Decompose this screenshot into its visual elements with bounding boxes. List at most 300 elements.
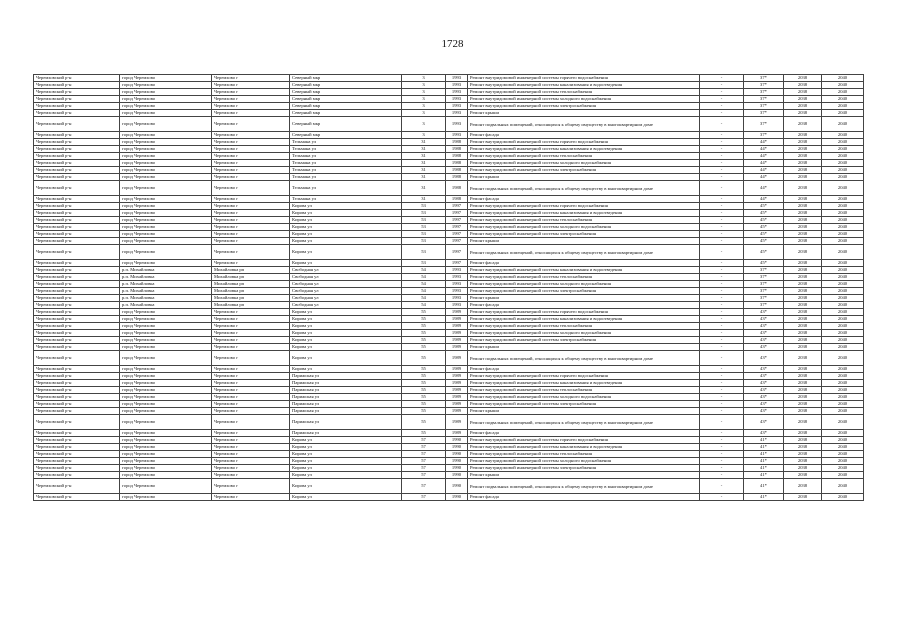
- cell-work-type: Ремонт внутридомовой инженерной системы холодного водоснабжения: [468, 458, 700, 465]
- cell-work-type: Ремонт крыши: [468, 408, 700, 415]
- cell-settlement: город Черемхово: [120, 323, 212, 330]
- cell-year-start: 2038: [784, 380, 822, 387]
- cell-wear: 44*: [744, 167, 784, 174]
- cell-year-end: 2040: [822, 245, 864, 260]
- cell-year-end: 2040: [822, 231, 864, 238]
- cell-settlement: город Черемхово: [120, 139, 212, 146]
- cell-wear: 43*: [744, 401, 784, 408]
- cell-work-type: Ремонт фасада: [468, 366, 700, 373]
- cell-district: Черемховский р-н: [34, 110, 120, 117]
- cell-work-type: Ремонт внутридомовой инженерной системы горячего водоснабжения: [468, 139, 700, 146]
- cell-wear: 41*: [744, 494, 784, 501]
- cell-wear: 43*: [744, 380, 784, 387]
- table-row: [34, 210, 864, 217]
- cell-year-end: 2040: [822, 217, 864, 224]
- cell-locality: Черемхово г: [212, 387, 290, 394]
- cell-settlement: город Черемхово: [120, 96, 212, 103]
- cell-build-year: 1988: [446, 167, 468, 174]
- cell-year-start: 2038: [784, 139, 822, 146]
- cell-blank-col: -: [700, 437, 744, 444]
- cell-year-start: 2038: [784, 479, 822, 494]
- cell-street: Свободная ул: [290, 281, 402, 288]
- cell-house-number: 31: [402, 139, 446, 146]
- cell-locality: Черемхово г: [212, 401, 290, 408]
- cell-street: Парижская ул: [290, 380, 402, 387]
- cell-year-start: 2038: [784, 408, 822, 415]
- table-row: [34, 344, 864, 351]
- cell-year-end: 2040: [822, 380, 864, 387]
- cell-year-end: 2040: [822, 401, 864, 408]
- cell-year-start: 2038: [784, 146, 822, 153]
- cell-build-year: 1988: [446, 181, 468, 196]
- cell-street: Парижская ул: [290, 394, 402, 401]
- table-row: [34, 444, 864, 451]
- table-row: [34, 231, 864, 238]
- cell-house-number: 55: [402, 330, 446, 337]
- page-number: 1728: [441, 38, 464, 50]
- cell-year-end: 2040: [822, 415, 864, 430]
- cell-settlement: город Черемхово: [120, 444, 212, 451]
- cell-blank-col: -: [700, 458, 744, 465]
- table-row: [34, 174, 864, 181]
- cell-district: Черемховский р-н: [34, 295, 120, 302]
- cell-settlement: город Черемхово: [120, 117, 212, 132]
- cell-house-number: 53: [402, 224, 446, 231]
- cell-year-end: 2040: [822, 103, 864, 110]
- cell-year-start: 2038: [784, 167, 822, 174]
- cell-district: Черемховский р-н: [34, 203, 120, 210]
- cell-blank-col: -: [700, 274, 744, 281]
- cell-work-type: Ремонт внутридомовой инженерной системы канализования и водоотведения: [468, 210, 700, 217]
- cell-blank-col: -: [700, 288, 744, 295]
- cell-year-end: 2040: [822, 274, 864, 281]
- cell-house-number: 3: [402, 96, 446, 103]
- cell-build-year: 1989: [446, 387, 468, 394]
- cell-settlement: город Черемхово: [120, 181, 212, 196]
- cell-wear: 41*: [744, 465, 784, 472]
- cell-work-type: Ремонт фасада: [468, 260, 700, 267]
- cell-street: Кирова ул: [290, 444, 402, 451]
- cell-build-year: 1990: [446, 494, 468, 501]
- cell-blank-col: -: [700, 323, 744, 330]
- cell-build-year: 1989: [446, 330, 468, 337]
- cell-settlement: город Черемхово: [120, 316, 212, 323]
- cell-district: Черемховский р-н: [34, 415, 120, 430]
- cell-house-number: 31: [402, 153, 446, 160]
- cell-work-type: Ремонт внутридомовой инженерной системы электроснабжения: [468, 288, 700, 295]
- cell-street: Тельмана ул: [290, 167, 402, 174]
- cell-settlement: город Черемхово: [120, 245, 212, 260]
- cell-blank-col: -: [700, 196, 744, 203]
- table-row: [34, 465, 864, 472]
- cell-work-type: Ремонт крыши: [468, 295, 700, 302]
- cell-year-end: 2040: [822, 260, 864, 267]
- cell-district: Черемховский р-н: [34, 430, 120, 437]
- cell-build-year: 1989: [446, 366, 468, 373]
- cell-year-end: 2040: [822, 267, 864, 274]
- cell-year-end: 2040: [822, 238, 864, 245]
- cell-work-type: Ремонт внутридомовой инженерной системы теплоснабжения: [468, 323, 700, 330]
- table-row: [34, 181, 864, 196]
- cell-blank-col: -: [700, 281, 744, 288]
- cell-settlement: город Черемхово: [120, 210, 212, 217]
- cell-build-year: 1993: [446, 267, 468, 274]
- table-row: [34, 373, 864, 380]
- cell-locality: Черемхово г: [212, 217, 290, 224]
- cell-wear: 44*: [744, 196, 784, 203]
- cell-year-start: 2038: [784, 401, 822, 408]
- cell-settlement: город Черемхово: [120, 415, 212, 430]
- cell-locality: Черемхово г: [212, 75, 290, 82]
- cell-house-number: 55: [402, 401, 446, 408]
- cell-street: Парижская ул: [290, 387, 402, 394]
- cell-wear: 45*: [744, 224, 784, 231]
- cell-work-type: Ремонт внутридомовой инженерной системы холодного водоснабжения: [468, 394, 700, 401]
- cell-year-end: 2040: [822, 351, 864, 366]
- cell-locality: Черемхово г: [212, 174, 290, 181]
- cell-locality: Черемхово г: [212, 451, 290, 458]
- table-row: [34, 203, 864, 210]
- cell-street: Парижская ул: [290, 415, 402, 430]
- cell-settlement: город Черемхово: [120, 373, 212, 380]
- cell-settlement: город Черемхово: [120, 437, 212, 444]
- cell-locality: Черемхово г: [212, 323, 290, 330]
- cell-blank-col: -: [700, 472, 744, 479]
- cell-blank-col: -: [700, 75, 744, 82]
- cell-blank-col: -: [700, 238, 744, 245]
- table-row: [34, 167, 864, 174]
- cell-district: Черемховский р-н: [34, 373, 120, 380]
- cell-build-year: 1989: [446, 373, 468, 380]
- cell-house-number: 53: [402, 210, 446, 217]
- cell-district: Черемховский р-н: [34, 494, 120, 501]
- cell-wear: 45*: [744, 203, 784, 210]
- cell-locality: Михайловка рп: [212, 267, 290, 274]
- cell-house-number: 55: [402, 366, 446, 373]
- cell-work-type: Ремонт внутридомовой инженерной системы холодного водоснабжения: [468, 330, 700, 337]
- cell-settlement: город Черемхово: [120, 494, 212, 501]
- cell-district: Черемховский р-н: [34, 401, 120, 408]
- cell-year-start: 2038: [784, 465, 822, 472]
- cell-street: Тельмана ул: [290, 139, 402, 146]
- cell-work-type: Ремонт подвальных помещений, относящихся к общему имуществу в многоквартирном доме: [468, 181, 700, 196]
- cell-blank-col: -: [700, 366, 744, 373]
- cell-locality: Черемхово г: [212, 210, 290, 217]
- cell-settlement: город Черемхово: [120, 387, 212, 394]
- cell-work-type: Ремонт крыши: [468, 344, 700, 351]
- cell-blank-col: -: [700, 174, 744, 181]
- cell-settlement: р.п. Михайловка: [120, 302, 212, 309]
- cell-street: Парижская ул: [290, 373, 402, 380]
- cell-district: Черемховский р-н: [34, 167, 120, 174]
- cell-wear: 41*: [744, 437, 784, 444]
- cell-wear: 43*: [744, 337, 784, 344]
- cell-locality: Черемхово г: [212, 245, 290, 260]
- cell-year-end: 2040: [822, 167, 864, 174]
- cell-street: Тельмана ул: [290, 153, 402, 160]
- cell-work-type: Ремонт внутридомовой инженерной системы теплоснабжения: [468, 387, 700, 394]
- cell-locality: Черемхово г: [212, 146, 290, 153]
- cell-build-year: 1993: [446, 82, 468, 89]
- cell-build-year: 1990: [446, 479, 468, 494]
- cell-wear: 41*: [744, 458, 784, 465]
- cell-locality: Черемхово г: [212, 337, 290, 344]
- cell-house-number: 55: [402, 344, 446, 351]
- cell-work-type: Ремонт внутридомовой инженерной системы канализования и водоотведения: [468, 267, 700, 274]
- cell-build-year: 1989: [446, 344, 468, 351]
- cell-work-type: Ремонт внутридомовой инженерной системы электроснабжения: [468, 167, 700, 174]
- cell-year-start: 2038: [784, 337, 822, 344]
- cell-district: Черемховский р-н: [34, 217, 120, 224]
- cell-locality: Михайловка рп: [212, 302, 290, 309]
- cell-wear: 37*: [744, 117, 784, 132]
- cell-work-type: Ремонт крыши: [468, 110, 700, 117]
- cell-locality: Михайловка рп: [212, 288, 290, 295]
- cell-district: Черемховский р-н: [34, 351, 120, 366]
- cell-wear: 44*: [744, 139, 784, 146]
- repair-schedule-table: [33, 74, 864, 501]
- cell-street: Тельмана ул: [290, 174, 402, 181]
- cell-settlement: р.п. Михайловка: [120, 281, 212, 288]
- cell-year-start: 2038: [784, 451, 822, 458]
- cell-year-start: 2038: [784, 160, 822, 167]
- cell-year-end: 2040: [822, 139, 864, 146]
- cell-blank-col: -: [700, 139, 744, 146]
- table-row: [34, 196, 864, 203]
- cell-year-end: 2040: [822, 295, 864, 302]
- cell-house-number: 57: [402, 437, 446, 444]
- cell-locality: Черемхово г: [212, 89, 290, 96]
- cell-district: Черемховский р-н: [34, 366, 120, 373]
- cell-locality: Черемхово г: [212, 444, 290, 451]
- cell-district: Черемховский р-н: [34, 210, 120, 217]
- cell-year-start: 2038: [784, 437, 822, 444]
- cell-year-start: 2038: [784, 415, 822, 430]
- cell-street: Свободная ул: [290, 302, 402, 309]
- cell-locality: Черемхово г: [212, 196, 290, 203]
- cell-blank-col: -: [700, 302, 744, 309]
- cell-wear: 45*: [744, 260, 784, 267]
- cell-year-start: 2038: [784, 344, 822, 351]
- cell-settlement: р.п. Михайловка: [120, 267, 212, 274]
- cell-build-year: 1993: [446, 103, 468, 110]
- cell-wear: 45*: [744, 231, 784, 238]
- cell-build-year: 1989: [446, 316, 468, 323]
- cell-work-type: Ремонт внутридомовой инженерной системы холодного водоснабжения: [468, 224, 700, 231]
- cell-blank-col: -: [700, 479, 744, 494]
- cell-year-start: 2038: [784, 75, 822, 82]
- cell-year-start: 2038: [784, 366, 822, 373]
- cell-build-year: 1988: [446, 196, 468, 203]
- cell-year-start: 2038: [784, 260, 822, 267]
- cell-work-type: Ремонт внутридомовой инженерной системы электроснабжения: [468, 231, 700, 238]
- cell-street: Кирова ул: [290, 330, 402, 337]
- cell-locality: Черемхово г: [212, 132, 290, 139]
- cell-wear: 37*: [744, 96, 784, 103]
- cell-locality: Черемхово г: [212, 465, 290, 472]
- cell-wear: 37*: [744, 302, 784, 309]
- cell-build-year: 1993: [446, 295, 468, 302]
- cell-street: Свободная ул: [290, 288, 402, 295]
- cell-year-start: 2038: [784, 494, 822, 501]
- cell-house-number: 3: [402, 110, 446, 117]
- cell-blank-col: -: [700, 167, 744, 174]
- cell-settlement: город Черемхово: [120, 344, 212, 351]
- cell-year-start: 2038: [784, 224, 822, 231]
- cell-work-type: Ремонт внутридомовой инженерной системы горячего водоснабжения: [468, 437, 700, 444]
- cell-house-number: 3: [402, 117, 446, 132]
- cell-wear: 44*: [744, 181, 784, 196]
- cell-build-year: 1989: [446, 401, 468, 408]
- cell-settlement: город Черемхово: [120, 89, 212, 96]
- table-row: [34, 281, 864, 288]
- cell-work-type: Ремонт внутридомовой инженерной системы электроснабжения: [468, 103, 700, 110]
- cell-year-start: 2038: [784, 231, 822, 238]
- cell-wear: 41*: [744, 479, 784, 494]
- cell-street: Кирова ул: [290, 323, 402, 330]
- cell-year-end: 2040: [822, 479, 864, 494]
- cell-year-start: 2038: [784, 174, 822, 181]
- table-row: [34, 401, 864, 408]
- table-row: [34, 75, 864, 82]
- cell-wear: 37*: [744, 75, 784, 82]
- table-row: [34, 224, 864, 231]
- cell-district: Черемховский р-н: [34, 444, 120, 451]
- cell-street: Тельмана ул: [290, 196, 402, 203]
- cell-blank-col: -: [700, 231, 744, 238]
- cell-district: Черемховский р-н: [34, 174, 120, 181]
- cell-wear: 43*: [744, 366, 784, 373]
- cell-work-type: Ремонт фасада: [468, 430, 700, 437]
- cell-settlement: город Черемхово: [120, 153, 212, 160]
- cell-settlement: город Черемхово: [120, 160, 212, 167]
- cell-work-type: Ремонт внутридомовой инженерной системы холодного водоснабжения: [468, 96, 700, 103]
- cell-year-end: 2040: [822, 181, 864, 196]
- cell-work-type: Ремонт подвальных помещений, относящихся к общему имуществу в многоквартирном доме: [468, 245, 700, 260]
- cell-locality: Черемхово г: [212, 494, 290, 501]
- cell-build-year: 1988: [446, 153, 468, 160]
- cell-wear: 43*: [744, 387, 784, 394]
- cell-street: Кирова ул: [290, 203, 402, 210]
- cell-build-year: 1997: [446, 210, 468, 217]
- cell-settlement: город Черемхово: [120, 82, 212, 89]
- table-row: [34, 494, 864, 501]
- cell-year-end: 2040: [822, 203, 864, 210]
- cell-settlement: р.п. Михайловка: [120, 274, 212, 281]
- cell-year-end: 2040: [822, 323, 864, 330]
- cell-district: Черемховский р-н: [34, 153, 120, 160]
- cell-locality: Михайловка рп: [212, 274, 290, 281]
- cell-blank-col: -: [700, 337, 744, 344]
- cell-year-end: 2040: [822, 75, 864, 82]
- cell-district: Черемховский р-н: [34, 132, 120, 139]
- cell-blank-col: -: [700, 245, 744, 260]
- cell-year-start: 2038: [784, 82, 822, 89]
- cell-build-year: 1989: [446, 408, 468, 415]
- cell-build-year: 1989: [446, 415, 468, 430]
- cell-build-year: 1989: [446, 309, 468, 316]
- cell-settlement: город Черемхово: [120, 217, 212, 224]
- cell-blank-col: -: [700, 210, 744, 217]
- cell-house-number: 55: [402, 380, 446, 387]
- cell-year-start: 2038: [784, 245, 822, 260]
- cell-blank-col: -: [700, 160, 744, 167]
- cell-build-year: 1990: [446, 444, 468, 451]
- cell-work-type: Ремонт подвальных помещений, относящихся к общему имуществу в многоквартирном доме: [468, 479, 700, 494]
- cell-wear: 44*: [744, 174, 784, 181]
- cell-year-start: 2038: [784, 323, 822, 330]
- cell-district: Черемховский р-н: [34, 103, 120, 110]
- cell-blank-col: -: [700, 309, 744, 316]
- cell-year-start: 2038: [784, 281, 822, 288]
- cell-work-type: Ремонт фасада: [468, 494, 700, 501]
- cell-work-type: Ремонт внутридомовой инженерной системы теплоснабжения: [468, 153, 700, 160]
- cell-street: Северный мкр: [290, 89, 402, 96]
- cell-wear: 44*: [744, 160, 784, 167]
- cell-year-end: 2040: [822, 316, 864, 323]
- cell-year-start: 2038: [784, 330, 822, 337]
- table-row: [34, 103, 864, 110]
- cell-blank-col: -: [700, 89, 744, 96]
- cell-district: Черемховский р-н: [34, 387, 120, 394]
- cell-build-year: 1997: [446, 224, 468, 231]
- cell-district: Черемховский р-н: [34, 281, 120, 288]
- cell-year-start: 2038: [784, 458, 822, 465]
- cell-house-number: 3: [402, 82, 446, 89]
- cell-street: Кирова ул: [290, 224, 402, 231]
- cell-blank-col: -: [700, 465, 744, 472]
- cell-locality: Черемхово г: [212, 203, 290, 210]
- cell-year-end: 2040: [822, 110, 864, 117]
- cell-locality: Черемхово г: [212, 181, 290, 196]
- cell-settlement: город Черемхово: [120, 394, 212, 401]
- cell-work-type: Ремонт внутридомовой инженерной системы канализования и водоотведения: [468, 82, 700, 89]
- cell-wear: 37*: [744, 267, 784, 274]
- cell-district: Черемховский р-н: [34, 160, 120, 167]
- cell-work-type: Ремонт внутридомовой инженерной системы канализования и водоотведения: [468, 146, 700, 153]
- cell-wear: 43*: [744, 323, 784, 330]
- cell-blank-col: -: [700, 203, 744, 210]
- cell-work-type: Ремонт внутридомовой инженерной системы теплоснабжения: [468, 451, 700, 458]
- cell-street: Кирова ул: [290, 465, 402, 472]
- table-row: [34, 451, 864, 458]
- cell-build-year: 1993: [446, 132, 468, 139]
- cell-work-type: Ремонт фасада: [468, 302, 700, 309]
- table-row: [34, 217, 864, 224]
- cell-work-type: Ремонт подвальных помещений, относящихся к общему имуществу в многоквартирном доме: [468, 415, 700, 430]
- table-row: [34, 323, 864, 330]
- cell-year-end: 2040: [822, 373, 864, 380]
- cell-locality: Черемхово г: [212, 110, 290, 117]
- cell-locality: Черемхово г: [212, 351, 290, 366]
- cell-district: Черемховский р-н: [34, 224, 120, 231]
- cell-settlement: город Черемхово: [120, 351, 212, 366]
- cell-blank-col: -: [700, 103, 744, 110]
- cell-work-type: Ремонт внутридомовой инженерной системы теплоснабжения: [468, 89, 700, 96]
- cell-locality: Черемхово г: [212, 316, 290, 323]
- cell-house-number: 57: [402, 458, 446, 465]
- cell-work-type: Ремонт внутридомовой инженерной системы горячего водоснабжения: [468, 203, 700, 210]
- cell-build-year: 1993: [446, 288, 468, 295]
- cell-locality: Черемхово г: [212, 117, 290, 132]
- cell-blank-col: -: [700, 82, 744, 89]
- cell-build-year: 1988: [446, 160, 468, 167]
- cell-work-type: Ремонт внутридомовой инженерной системы горячего водоснабжения: [468, 309, 700, 316]
- cell-wear: 41*: [744, 451, 784, 458]
- cell-blank-col: -: [700, 401, 744, 408]
- table-row: [34, 302, 864, 309]
- cell-street: Кирова ул: [290, 316, 402, 323]
